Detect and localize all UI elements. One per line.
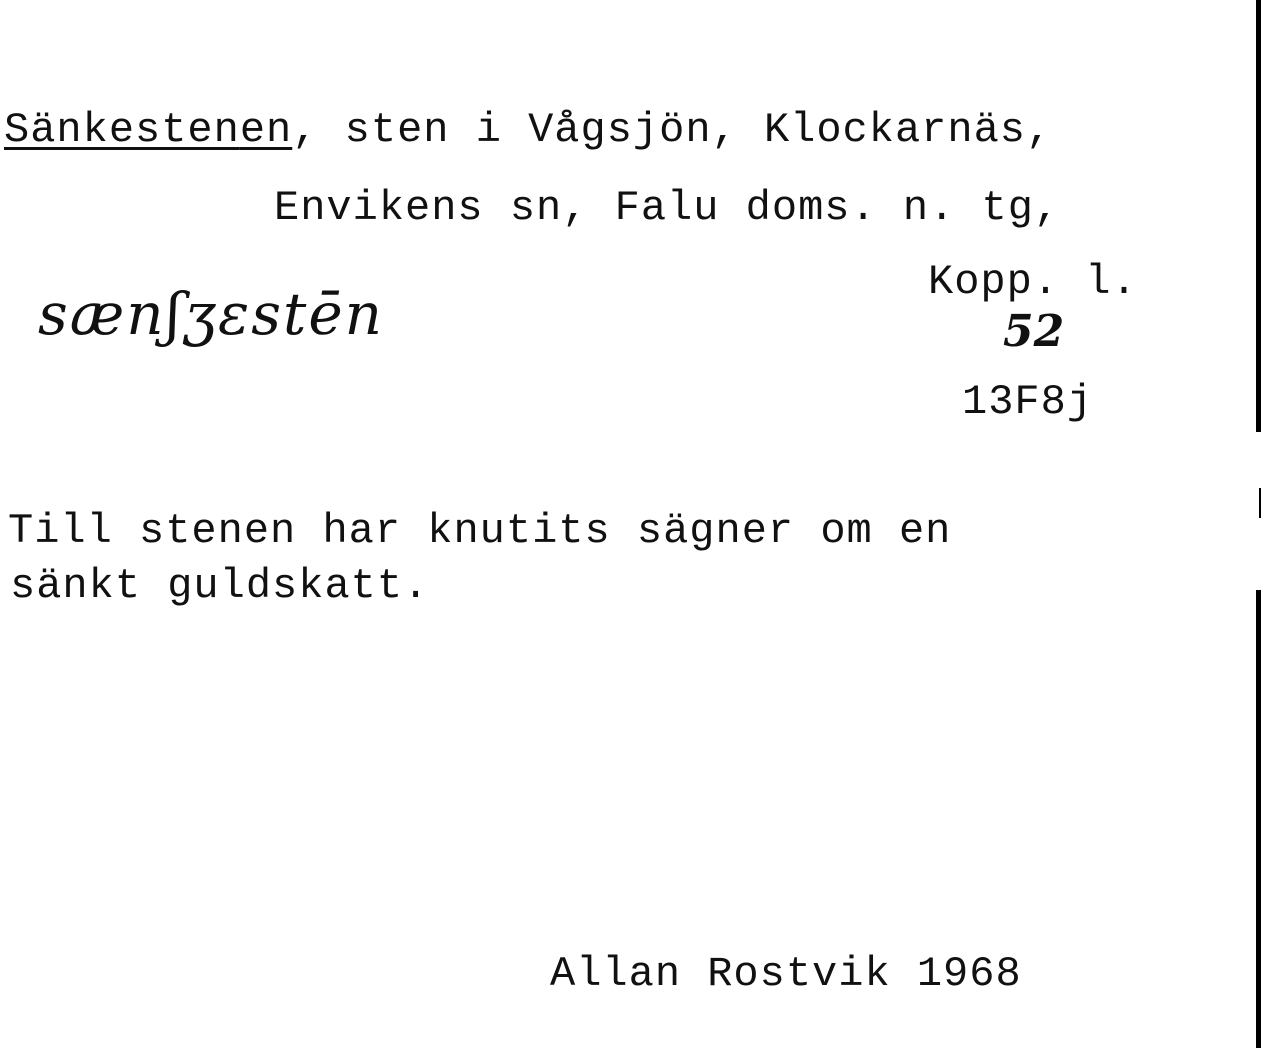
- body-text-line-2: sänkt guldskatt.: [10, 562, 430, 610]
- handwritten-phonetic-transcription: sænʃʒɛstēn: [38, 280, 384, 348]
- map-reference: Kopp. l.: [928, 258, 1138, 306]
- card-edge-mark: [1259, 488, 1261, 518]
- location-text: , sten i Vågsjön, Klockarnäs,: [292, 106, 1053, 154]
- handwritten-number: 52: [1003, 306, 1065, 357]
- body-text-line-1: Till stenen har knutits sägner om en: [8, 507, 952, 555]
- card-edge-border: [1256, 590, 1261, 1048]
- card-edge-border: [1256, 0, 1261, 432]
- grid-reference: 13F8j: [962, 378, 1094, 426]
- signature: Allan Rostvik 1968: [550, 950, 1022, 998]
- headword: Sänkestenen: [4, 106, 293, 154]
- entry-line-1: [4, 106, 1052, 154]
- entry-line-2: Envikens sn, Falu doms. n. tg,: [274, 184, 1061, 232]
